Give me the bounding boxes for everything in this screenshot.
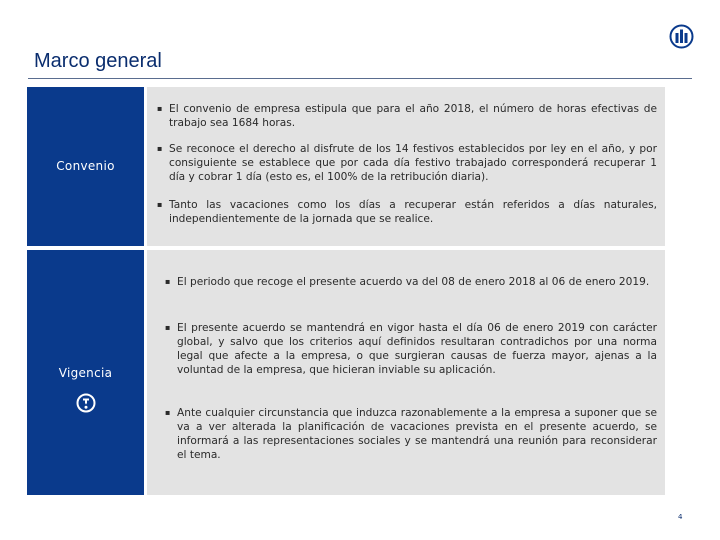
page-title: Marco general <box>34 50 162 72</box>
title-divider <box>28 78 692 79</box>
info-clock-icon <box>76 393 96 413</box>
section-label: Vigencia <box>58 366 113 380</box>
bullet-item: ▪ El presente acuerdo se mantendrá en vigor hasta el día 06 de enero 2019 con carácter global, y salvo que los criterios aquí definidos resultaran contradichos por una norma legal que afecte a la empresa, o que surgieran causas de fuerza mayor, ajenas a la voluntad de la empresa, que hicieran inviable su aplicación. <box>165 322 657 376</box>
section-vigencia-content <box>147 250 665 495</box>
section-vigencia-label-panel <box>27 250 144 495</box>
bullet-marker: ▪ <box>157 144 163 153</box>
page-number: 4 <box>678 513 683 521</box>
bullet-marker: ▪ <box>165 408 171 417</box>
bullet-item: ▪ Tanto las vacaciones como los días a recuperar están referidos a días naturales, independientemente de la jornada que se realice. <box>157 199 657 225</box>
bullet-marker: ▪ <box>165 323 171 332</box>
bullet-marker: ▪ <box>165 277 171 286</box>
bullet-marker: ▪ <box>157 200 163 209</box>
bullet-item: ▪ Se reconoce el derecho al disfrute de los 14 festivos establecidos por ley en el año, y por consiguiente se establece que por cada día festivo trabajado corresponderá recuperar 1 día y cobrar 1 día (esto es, el 100% de la retribución diaria). <box>157 143 657 183</box>
bullet-item: ▪ El convenio de empresa estipula que para el año 2018, el número de horas efectivas de trabajo sea 1684 horas. <box>157 103 657 129</box>
bullet-marker: ▪ <box>157 104 163 113</box>
bullet-item: ▪ Ante cualquier circunstancia que induzca razonablemente a la empresa a suponer que se va a ver alterada la planificación de vacaciones prevista en el presente acuerdo, se informará a las representaciones sociales y se mantendrá una reunión para reconsiderar el tema. <box>165 407 657 461</box>
section-convenio-content <box>147 87 665 246</box>
allianz-logo-icon <box>669 24 694 49</box>
section-label: Convenio <box>56 159 115 173</box>
section-convenio-label-panel <box>27 87 144 246</box>
bullet-item: ▪ El periodo que recoge el presente acuerdo va del 08 de enero 2018 al 06 de enero 2019. <box>165 276 650 288</box>
